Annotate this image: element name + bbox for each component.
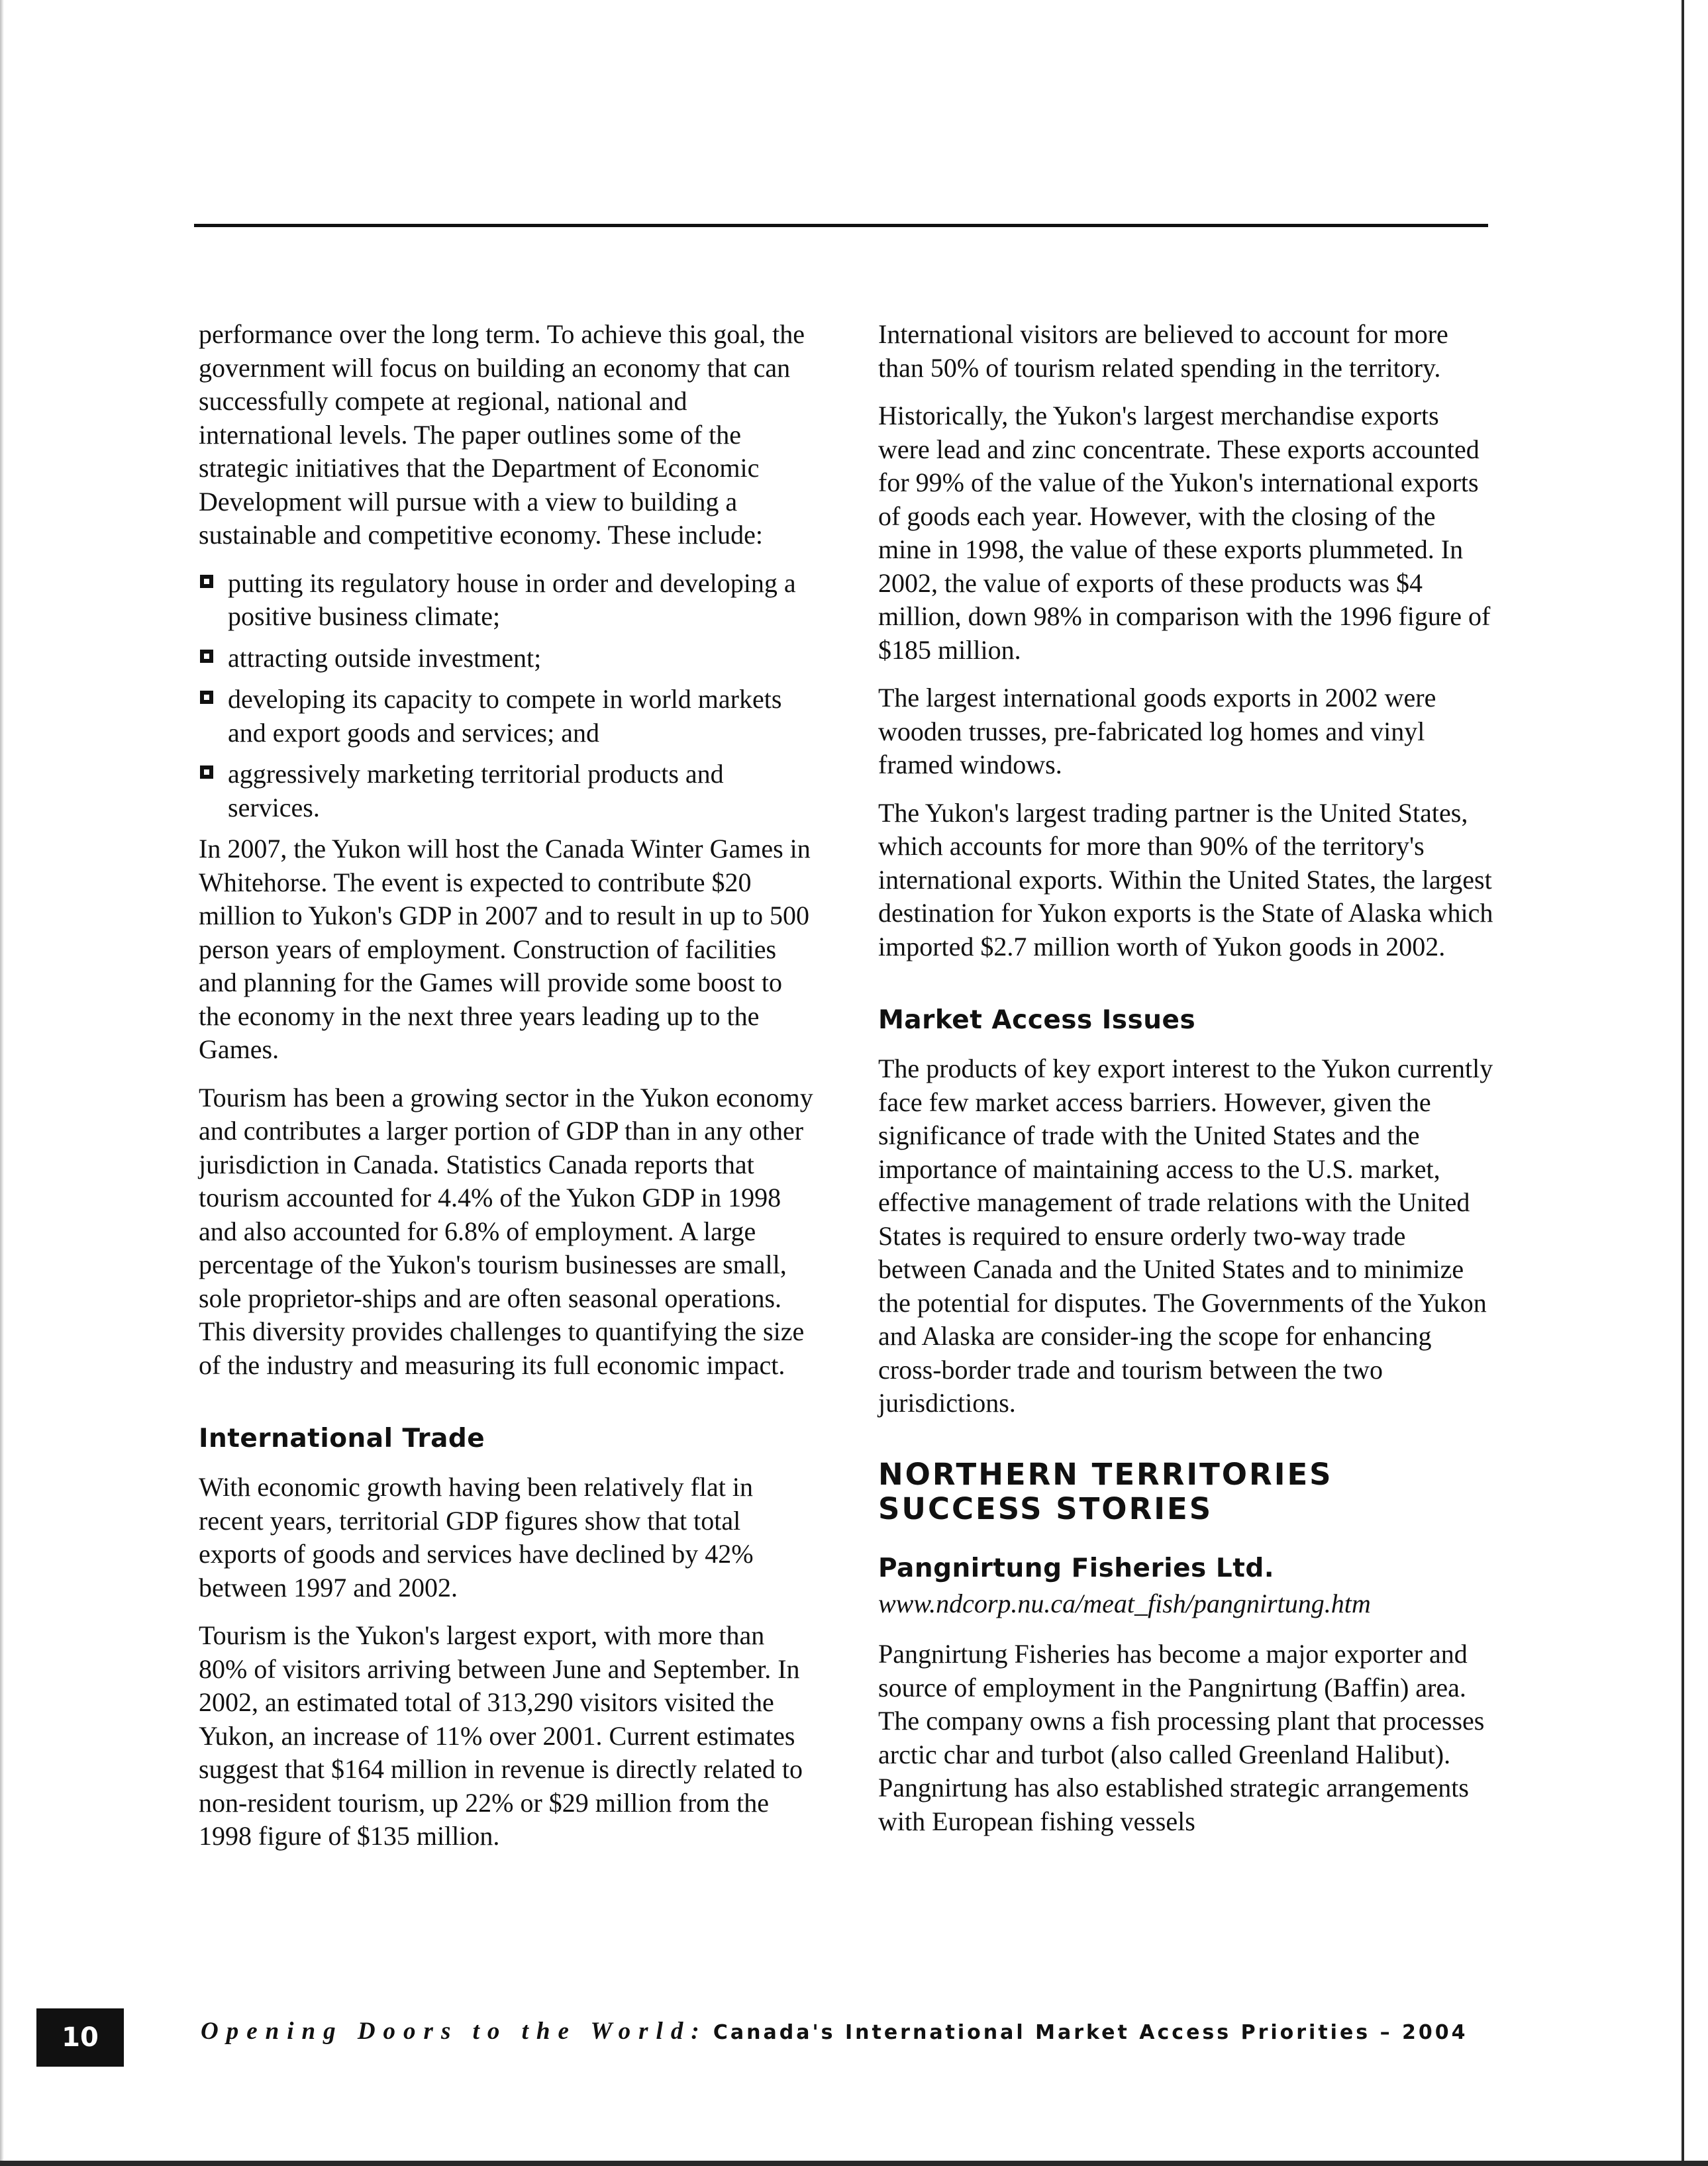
market-access-heading: Market Access Issues bbox=[878, 1005, 1196, 1035]
scan-left-edge bbox=[0, 0, 4, 2166]
visitors-paragraph: International visitors are believed to account for more than 50% of tourism related spending in the territory. bbox=[878, 319, 1448, 383]
square-bullet-icon bbox=[200, 575, 213, 588]
list-item bbox=[199, 567, 815, 634]
history-paragraph: Historically, the Yukon's largest merchandise exports were lead and zinc concentrate. These exports accounted for 99% of the value of the Yukon's international exports of goods each year. However, with the closing of the mine in 1998, the value of these exports plummeted. In 2002, the value of exports of these products was $4 million, down 98% in comparison with the 1996 figure of $185 million. bbox=[878, 401, 1491, 665]
footer-title-rest: Canada's International Market Access Priorities – 2004 bbox=[713, 2021, 1468, 2044]
initiatives-list bbox=[199, 567, 815, 825]
largest-exports-paragraph: The largest international goods exports in 2002 were wooden trusses, pre-fabricated log homes and vinyl framed windows. bbox=[878, 683, 1436, 779]
trading-partner-paragraph: The Yukon's largest trading partner is the United States, which accounts for more than 90% of the territory's international exports. Within the United States, the largest destination for Yukon exports is the State of Alaska which imported $2.7 million worth of Yukon goods in 2002. bbox=[878, 797, 1493, 961]
left-column bbox=[199, 318, 815, 1868]
square-bullet-icon bbox=[200, 691, 213, 704]
footer-title-italic: Opening Doors to the World: bbox=[201, 2018, 707, 2045]
square-bullet-icon bbox=[200, 650, 213, 663]
list-item bbox=[199, 642, 815, 675]
right-column bbox=[878, 318, 1494, 1853]
scan-bottom-edge bbox=[0, 2161, 1708, 2166]
games-paragraph: In 2007, the Yukon will host the Canada Winter Games in Whitehorse. The event is expected to contribute $20 million to Yukon's GDP in 2007 and to result in up to 500 person years of employment. Construction of facilities and planning for the Games will provide some boost to the economy in the next three years leading up to the Games. bbox=[199, 834, 811, 1064]
trade-paragraph-1: With economic growth having been relatively flat in recent years, territorial GDP figures show that total exports of goods and services have declined by 42% between 1997 and 2002. bbox=[199, 1472, 754, 1602]
list-item bbox=[199, 758, 815, 824]
intro-paragraph: performance over the long term. To achieve this goal, the government will focus on building an economy that can successfully compete at regional, national and international levels. The paper outlines some of the strategic initiatives that the Department of Economic Development will pursue with a view to building a sustainable and competitive economy. These include: bbox=[199, 319, 805, 550]
scan-right-edge bbox=[1682, 0, 1684, 2166]
international-trade-heading: International Trade bbox=[199, 1424, 485, 1453]
list-item-text: aggressively marketing territorial products and services. bbox=[228, 759, 724, 822]
trade-paragraph-2: Tourism is the Yukon's largest export, with more than 80% of visitors arriving between June and September. In 2002, an estimated total of 313,290 visitors visited the Yukon, an increase of 11% over 2001. Current estimates suggest that $164 million in revenue is directly related to non-resident tourism, up 22% or $29 million from the 1998 figure of $135 million. bbox=[199, 1620, 803, 1851]
list-item bbox=[199, 683, 815, 750]
success-stories-heading bbox=[878, 1457, 1494, 1526]
list-item-text: attracting outside investment; bbox=[228, 642, 542, 673]
square-bullet-icon bbox=[200, 765, 213, 779]
company-paragraph: Pangnirtung Fisheries has become a major exporter and source of employment in the Pangnirtung (Baffin) area. The company owns a fish processing plant that processes arctic char and turbot (also called Greenland Halibut). Pangnirtung has also established strategic arrangements with European fishing vessels bbox=[878, 1639, 1485, 1836]
footer-title bbox=[201, 2015, 1468, 2049]
header-rule bbox=[194, 224, 1488, 227]
page-number: 10 bbox=[36, 2008, 124, 2067]
list-item-text: putting its regulatory house in order and developing a positive business climate; bbox=[228, 567, 796, 631]
market-access-paragraph: The products of key export interest to the Yukon currently face few market access barriers. However, given the significance of trade with the United States and the importance of maintaining access to the U.S. market, effective management of trade relations with the United States is required to ensure orderly two-way trade between Canada and the United States and to minimize the potential for disputes. The Governments of the Yukon and Alaska are consider-ing the scope for enhancing cross-border trade and tourism between the two jurisdictions. bbox=[878, 1054, 1493, 1418]
company-name: Pangnirtung Fisheries Ltd. bbox=[878, 1553, 1275, 1583]
success-heading-line2: SUCCESS STORIES bbox=[878, 1491, 1213, 1526]
success-heading-line1: NORTHERN TERRITORIES bbox=[878, 1456, 1333, 1492]
tourism-paragraph: Tourism has been a growing sector in the Yukon economy and contributes a larger portion of GDP than in any other jurisdiction in Canada. Statistics Canada reports that tourism accounted for 4.4% of the Yukon GDP in 1998 and also accounted for 6.8% of employment. A large percentage of the Yukon's tourism businesses are small, sole proprietor-ships and are often seasonal operations. This diversity provides challenges to quantifying the size of the industry and measuring its full economic impact. bbox=[199, 1082, 813, 1380]
list-item-text: developing its capacity to compete in world markets and export goods and services; and bbox=[228, 684, 782, 748]
company-url-link[interactable]: www.ndcorp.nu.ca/meat_fish/pangnirtung.htm bbox=[878, 1588, 1371, 1618]
